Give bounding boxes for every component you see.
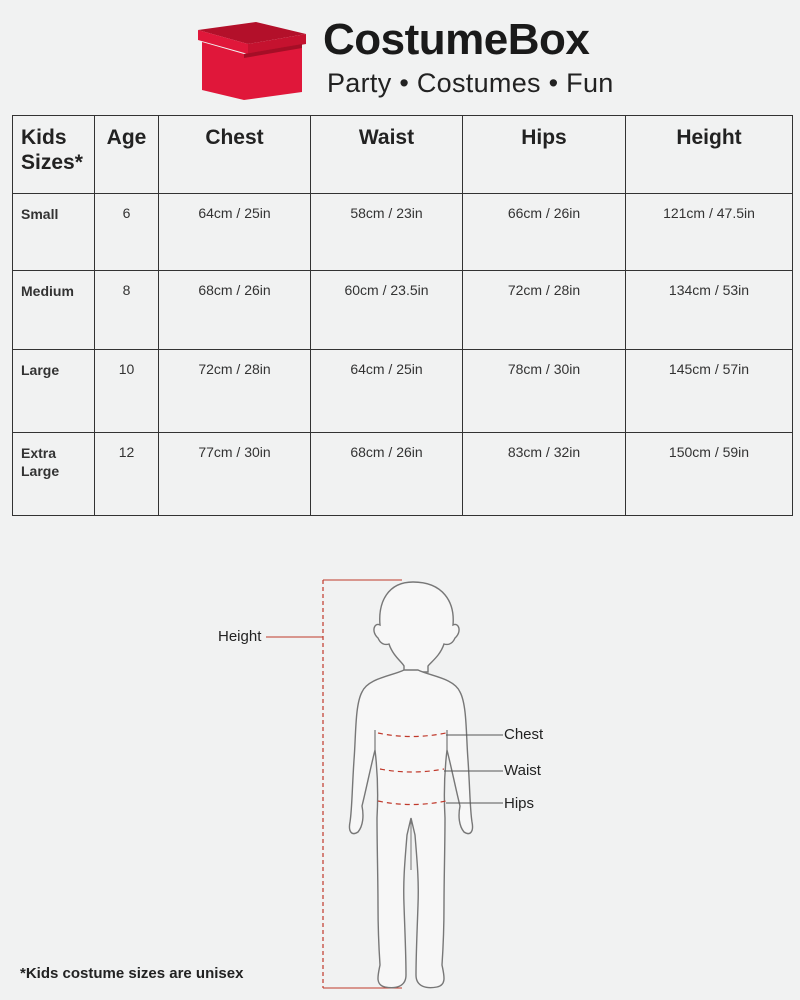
waist-cell: 58cm / 23in [311,194,463,271]
age-cell: 8 [95,271,159,350]
hips-cell: 78cm / 30in [463,350,626,433]
size-chart-table [12,115,793,516]
header-age: Age [95,116,159,194]
height-cell: 134cm / 53in [626,271,793,350]
chest-cell: 77cm / 30in [159,433,311,516]
table-row [13,194,793,271]
size-cell: Extra Large [13,433,95,516]
hips-label: Hips [504,795,535,812]
brand-name: CostumeBox [323,15,590,64]
child-measurement-diagram [0,560,800,1000]
table-row [13,271,793,350]
table-header-row [13,116,793,194]
age-cell: 10 [95,350,159,433]
header [0,0,800,112]
height-cell: 145cm / 57in [626,350,793,433]
unisex-note: *Kids costume sizes are unisex [20,965,244,982]
header-height: Height [626,116,793,194]
header-chest: Chest [159,116,311,194]
hips-cell: 72cm / 28in [463,271,626,350]
size-cell: Medium [13,271,95,350]
table-row [13,433,793,516]
age-cell: 12 [95,433,159,516]
height-cell: 121cm / 47.5in [626,194,793,271]
size-cell: Large [13,350,95,433]
waist-cell: 64cm / 25in [311,350,463,433]
age-cell: 6 [95,194,159,271]
box-logo-icon [196,20,308,102]
chest-cell: 64cm / 25in [159,194,311,271]
table-row [13,350,793,433]
hips-cell: 83cm / 32in [463,433,626,516]
header-hips: Hips [463,116,626,194]
header-waist: Waist [311,116,463,194]
hips-cell: 66cm / 26in [463,194,626,271]
brand-tagline: Party • Costumes • Fun [327,68,614,98]
size-cell: Small [13,194,95,271]
child-silhouette [349,582,472,988]
height-cell: 150cm / 59in [626,433,793,516]
chest-label: Chest [504,726,544,743]
chest-cell: 72cm / 28in [159,350,311,433]
chest-cell: 68cm / 26in [159,271,311,350]
header-kids-sizes: Kids Sizes* [13,116,95,194]
waist-cell: 68cm / 26in [311,433,463,516]
waist-cell: 60cm / 23.5in [311,271,463,350]
height-label: Height [218,628,262,645]
waist-label: Waist [504,762,541,779]
